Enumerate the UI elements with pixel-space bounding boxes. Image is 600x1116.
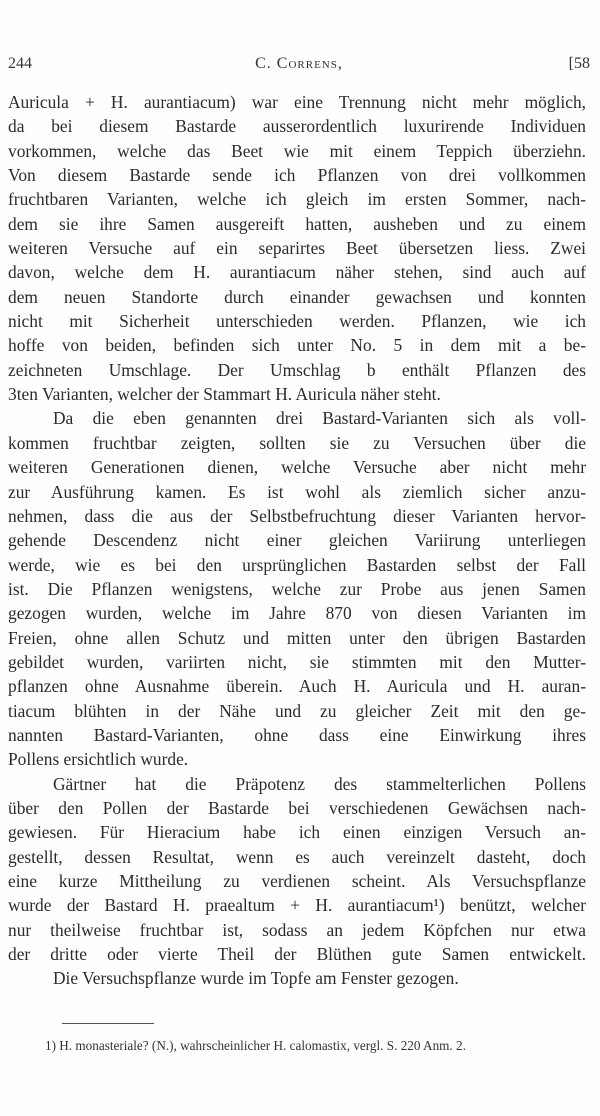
text-line: vorkommen, welche das Beet wie mit einem Teppich überziehn. <box>8 140 586 161</box>
text-line: zeichneten Umschlage. Der Umschlag b enthält Pflanzen des <box>8 359 586 380</box>
text-line: nur theilweise fruchtbar ist, sodass an jedem Köpfchen nur etwa <box>8 919 586 940</box>
text-line: gewiesen. Für Hieracium habe ich einen einzigen Versuch an- <box>8 822 586 843</box>
text-line: 3ten Varianten, welcher der Stammart H. Auricula näher steht. <box>8 384 441 405</box>
text-line: Freien, ohne allen Schutz und mitten unter den übrigen Bastarden <box>8 627 586 648</box>
page-number: 244 <box>8 55 32 72</box>
text-line: tiacum blühten in der Nähe und zu gleicher Zeit mit den ge- <box>8 700 586 721</box>
text-line: gezogen wurden, welche im Jahre 870 von diesen Varianten im <box>8 603 586 624</box>
text-line: gestellt, dessen Resultat, wenn es auch vereinzelt dasteht, doch <box>8 846 586 867</box>
text-line: pflanzen ohne Ausnahme überein. Auch H. Auricula und H. auran- <box>8 676 586 697</box>
text-line: wurde der Bastard H. praealtum + H. aurantiacum¹) benützt, welcher <box>8 895 586 916</box>
text-line: über den Pollen der Bastarde bei verschiedenen Gewächsen nach- <box>8 797 586 818</box>
text-line: zur Ausführung kamen. Es ist wohl als ziemlich sicher anzu- <box>8 481 586 502</box>
page-body <box>8 90 586 991</box>
text-line: werde, wie es bei den ursprünglichen Bastarden selbst der Fall <box>8 554 586 575</box>
text-line: kommen fruchtbar zeigten, sollten sie zu Versuchen über die <box>8 432 586 453</box>
text-line: gehende Descendenz nicht einer gleichen Variirung unterliegen <box>8 530 586 551</box>
text-line: hoffe von beiden, befinden sich unter No. 5 in dem mit a be- <box>8 335 586 356</box>
text-line: Auricula + H. aurantiacum) war eine Trennung nicht mehr möglich, <box>8 92 586 112</box>
text-line: Gärtner hat die Präpotenz des stammelterlichen Pollens <box>53 773 586 794</box>
text-line: Da die eben genannten drei Bastard-Varianten sich als voll- <box>53 408 586 429</box>
running-title: C. Correns, <box>255 55 343 72</box>
text-line: Pollens ersichtlich wurde. <box>8 749 189 770</box>
footnote-divider <box>62 1023 154 1024</box>
text-line: der dritte oder vierte Theil der Blüthen gute Samen entwickelt. <box>8 944 586 965</box>
text-line: dem neuen Standorte durch einander gewachsen und konnten <box>8 286 586 307</box>
text-line: davon, welche dem H. aurantiacum näher stehen, sind auch auf <box>8 262 586 283</box>
text-line: dem sie ihre Samen ausgereift hatten, ausheben und zu einem <box>8 213 586 234</box>
text-line: ist. Die Pflanzen wenigstens, welche zur Probe aus jenen Samen <box>8 578 586 599</box>
footnote: 1) H. monasteriale? (N.), wahrscheinlicher H. calomastix, vergl. S. 220 Anm. 2. <box>45 1038 466 1053</box>
text-line: Von diesem Bastarde sende ich Pflanzen von drei vollkommen <box>8 165 586 186</box>
text-line: nehmen, dass die aus der Selbstbefruchtung dieser Varianten hervor- <box>8 505 586 526</box>
text-line: weiteren Generationen dienen, welche Versuche aber nicht mehr <box>8 457 586 478</box>
text-line: da bei diesem Bastarde ausserordentlich luxurirende Individuen <box>8 116 586 137</box>
page-header <box>8 55 590 79</box>
text-line: nannten Bastard-Varianten, ohne dass eine Einwirkung ihres <box>8 724 586 745</box>
text-line: weiteren Versuche auf ein separirtes Beet übersetzen liess. Zwei <box>8 238 586 259</box>
original-page-reference: [58 <box>568 55 590 72</box>
text-line: Die Versuchspflanze wurde im Topfe am Fenster gezogen. <box>53 968 459 989</box>
text-line: fruchtbaren Varianten, welche ich gleich im ersten Sommer, nach- <box>8 189 586 210</box>
text-line: gebildet wurden, variirten nicht, sie stimmten mit den Mutter- <box>8 651 586 672</box>
text-line: eine kurze Mittheilung zu verdienen scheint. Als Versuchspflanze <box>8 871 586 891</box>
text-line: nicht mit Sicherheit unterschieden werden. Pflanzen, wie ich <box>8 311 586 332</box>
